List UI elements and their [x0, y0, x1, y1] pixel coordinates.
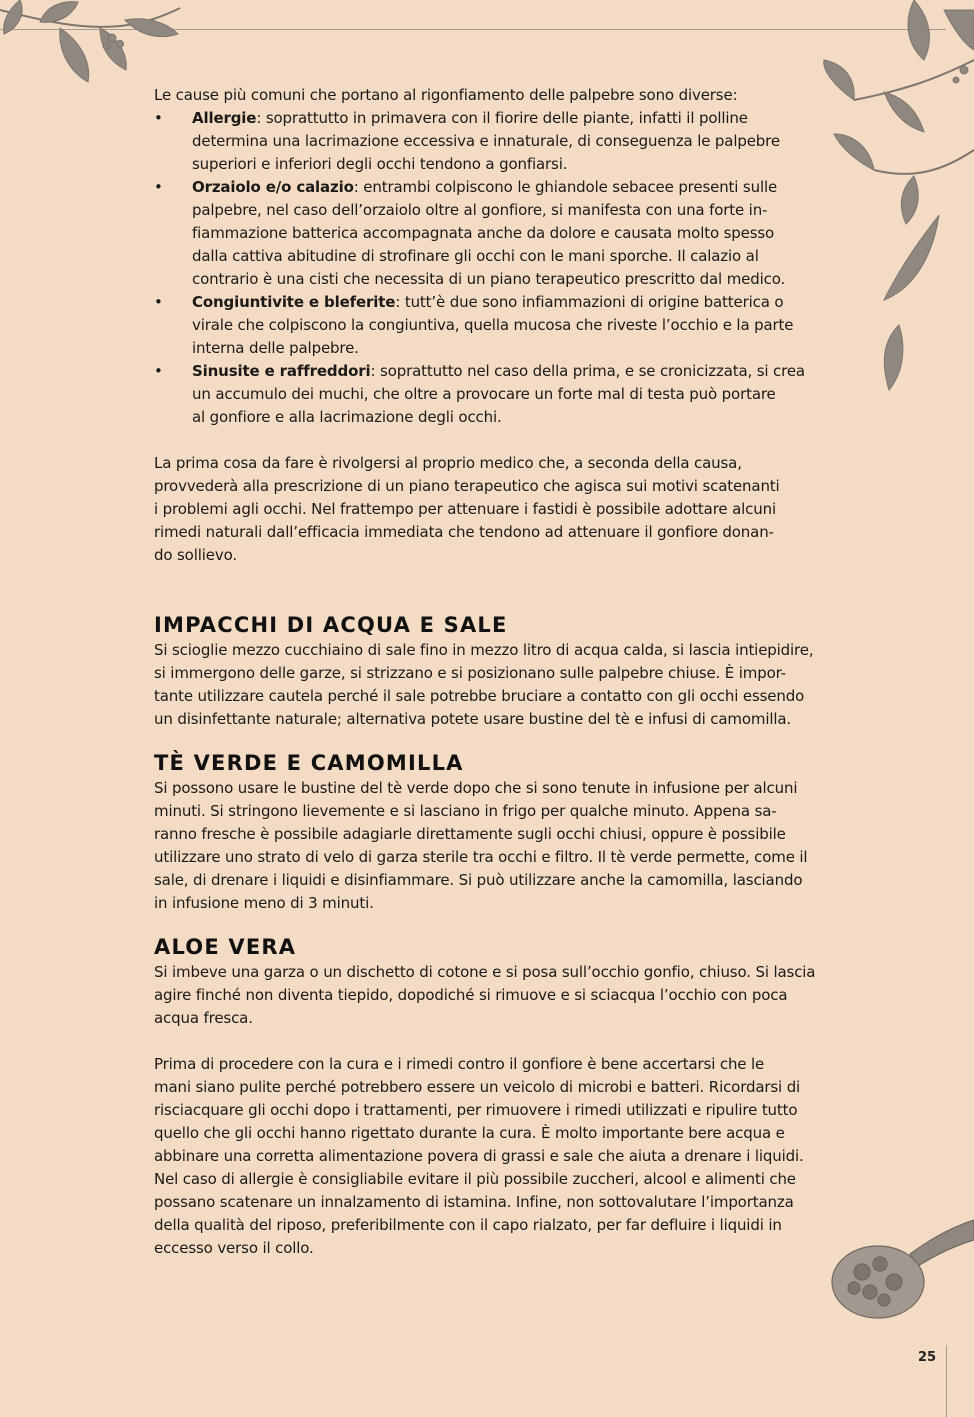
cause-term: Sinusite e raffreddori [192, 362, 371, 380]
bullet-icon: • [154, 178, 163, 196]
causes-list [154, 107, 819, 429]
cause-term: Congiuntivite e bleferite [192, 293, 396, 311]
paragraph-line: abbinare una corretta alimentazione povera di grassi e sale che aiuta a drenare i liquidi. [154, 1147, 804, 1165]
cause-text: interna delle palpebre. [192, 339, 359, 357]
wooden-spoon-icon [814, 1200, 974, 1330]
cause-text: soprattutto nel caso della prima, e se cronicizzata, si crea [380, 362, 805, 380]
paragraph-line: in infusione meno di 3 minuti. [154, 894, 374, 912]
paragraph-line: della qualità del riposo, preferibilmente con il capo rialzato, per far defluire i liquidi in [154, 1216, 782, 1234]
paragraph-line: mani siano pulite perché potrebbero essere un veicolo di microbi e batteri. Ricordarsi di [154, 1078, 801, 1096]
paragraph-line: Si scioglie mezzo cucchiaino di sale fino in mezzo litro di acqua calda, si lascia intiepidire, [154, 641, 814, 659]
cause-text: fiammazione batterica accompagnata anche da dolore e causata molto spesso [192, 224, 775, 242]
cause-term: Orzaiolo e/o calazio [192, 178, 354, 196]
paragraph-line: rimedi naturali dall’efficacia immediata che tendono ad attenuare il gonfiore donan- [154, 523, 774, 541]
paragraph-line: acqua fresca. [154, 1009, 253, 1027]
cause-text: entrambi colpiscono le ghiandole sebacee presenti sulle [363, 178, 778, 196]
paragraph-medical-advice [154, 452, 819, 567]
list-item: • Orzaiolo e/o calazio: entrambi colpiscono le ghiandole sebacee presenti sulle palpebre, nel caso dell’orzaiolo oltre al gonfiore, si manifesta con una forte in- fiammazione batterica accompagnata anche da dolore e causata molto spesso dalla cattiva abitudine di strofinare gli occhi con le mani sporche. Il calazio al contrario è una cisti che necessita di un piano terapeutico prescritto dal medico. [154, 178, 786, 288]
bullet-icon: • [154, 109, 163, 127]
cause-text: contrario è una cisti che necessita di un piano terapeutico prescritto dal medico. [192, 270, 786, 288]
paragraph-line: sale, di drenare i liquidi e disinfiammare. Si può utilizzare anche la camomilla, lasciando [154, 871, 803, 889]
paragraph-line: agire finché non diventa tiepido, dopodiché si rimuove e si sciacqua l’occhio con poca [154, 986, 788, 1004]
cause-text: determina una lacrimazione eccessiva e innaturale, di conseguenza le palpebre [192, 132, 780, 150]
paragraph-line: Si imbeve una garza o un dischetto di cotone e si posa sull’occhio gonfio, chiuso. Si lascia [154, 963, 816, 981]
list-item: • Sinusite e raffreddori: soprattutto nel caso della prima, e se cronicizzata, si crea un accumulo dei muchi, che oltre a provocare un forte mal di testa può portare al gonfiore e alla lacrimazione degli occhi. [154, 362, 805, 426]
cause-text: dalla cattiva abitudine di strofinare gli occhi con le mani sporche. Il calazio al [192, 247, 759, 265]
cause-text: soprattutto in primavera con il fiorire delle piante, infatti il polline [265, 109, 748, 127]
leaf-branch-icon-top-right [814, 0, 974, 400]
paragraph-line: provvederà alla prescrizione di un piano terapeutico che agisca sui motivi scatenanti [154, 477, 780, 495]
paragraph-line: do sollievo. [154, 546, 237, 564]
paragraph-line: La prima cosa da fare è rivolgersi al proprio medico che, a seconda della causa, [154, 454, 742, 472]
paragraph-line: risciacquare gli occhi dopo i trattamenti, per rimuovere i rimedi utilizzati e ripulire tutto [154, 1101, 798, 1119]
paragraph-line: utilizzare uno strato di velo di garza sterile tra occhi e filtro. Il tè verde permette, come il [154, 848, 808, 866]
paragraph-line: si immergono delle garze, si strizzano e si posizionano sulle palpebre chiuse. È impor- [154, 664, 786, 682]
cause-text: virale che colpiscono la congiuntiva, quella mucosa che riveste l’occhio e la parte [192, 316, 794, 334]
top-divider [0, 29, 946, 30]
cause-term: Allergie [192, 109, 257, 127]
cause-text: palpebre, nel caso dell’orzaiolo oltre al gonfiore, si manifesta con una forte in- [192, 201, 768, 219]
section-heading-salt-water: IMPACCHI DI ACQUA E SALE [154, 613, 508, 637]
list-item: • Allergie: soprattutto in primavera con il fiorire delle piante, infatti il polline determina una lacrimazione eccessiva e innaturale, di conseguenza le palpebre superiori e inferiori degli occhi tendono a gonfiarsi. [154, 109, 780, 173]
article-body [154, 84, 819, 1260]
section-body-green-tea [154, 777, 819, 915]
paragraph-line: i problemi agli occhi. Nel frattempo per attenuare i fastidi è possibile adottare alcuni [154, 500, 776, 518]
paragraph-line: Nel caso di allergie è consigliabile evitare il più possibile zuccheri, alcool e alimenti che [154, 1170, 796, 1188]
paragraph-line: eccesso verso il collo. [154, 1239, 314, 1257]
cause-text: un accumulo dei muchi, che oltre a provocare un forte mal di testa può portare [192, 385, 776, 403]
intro-text: Le cause più comuni che portano al rigonfiamento delle palpebre sono diverse: [154, 86, 738, 104]
paragraph-line: quello che gli occhi hanno rigettato durante la cura. È molto importante bere acqua e [154, 1124, 785, 1142]
paragraph-final-advice [154, 1053, 819, 1260]
paragraph-line: Prima di procedere con la cura e i rimedi contro il gonfiore è bene accertarsi che le [154, 1055, 765, 1073]
section-body-aloe-vera [154, 961, 819, 1030]
cause-text: al gonfiore e alla lacrimazione degli occhi. [192, 408, 502, 426]
paragraph-line: un disinfettante naturale; alternativa potete usare bustine del tè e infusi di camomilla. [154, 710, 792, 728]
paragraph-line: possano scatenare un innalzamento di istamina. Infine, non sottovalutare l’importanza [154, 1193, 794, 1211]
bullet-icon: • [154, 362, 163, 380]
page-number: 25 [918, 1350, 937, 1365]
cause-text: superiori e inferiori degli occhi tendono a gonfiarsi. [192, 155, 568, 173]
paragraph-line: minuti. Si stringono lievemente e si lasciano in frigo per qualche minuto. Appena sa- [154, 802, 777, 820]
section-heading-aloe-vera: ALOE VERA [154, 935, 297, 959]
paragraph-line: Si possono usare le bustine del tè verde dopo che si sono tenute in infusione per alcuni [154, 779, 798, 797]
bullet-icon: • [154, 293, 163, 311]
list-item: • Congiuntivite e bleferite: tutt’è due sono infiammazioni di origine batterica o virale che colpiscono la congiuntiva, quella mucosa che riveste l’occhio e la parte interna delle palpebre. [154, 293, 794, 357]
cause-text: tutt’è due sono infiammazioni di origine batterica o [404, 293, 784, 311]
paragraph-line: ranno fresche è possibile adagiarle direttamente sugli occhi chiusi, oppure è possibile [154, 825, 786, 843]
section-body-salt-water [154, 639, 819, 731]
section-heading-green-tea: TÈ VERDE E CAMOMILLA [154, 751, 464, 775]
page-number-divider [946, 1345, 947, 1417]
paragraph-line: tante utilizzare cautela perché il sale potrebbe bruciare a contatto con gli occhi essendo [154, 687, 805, 705]
